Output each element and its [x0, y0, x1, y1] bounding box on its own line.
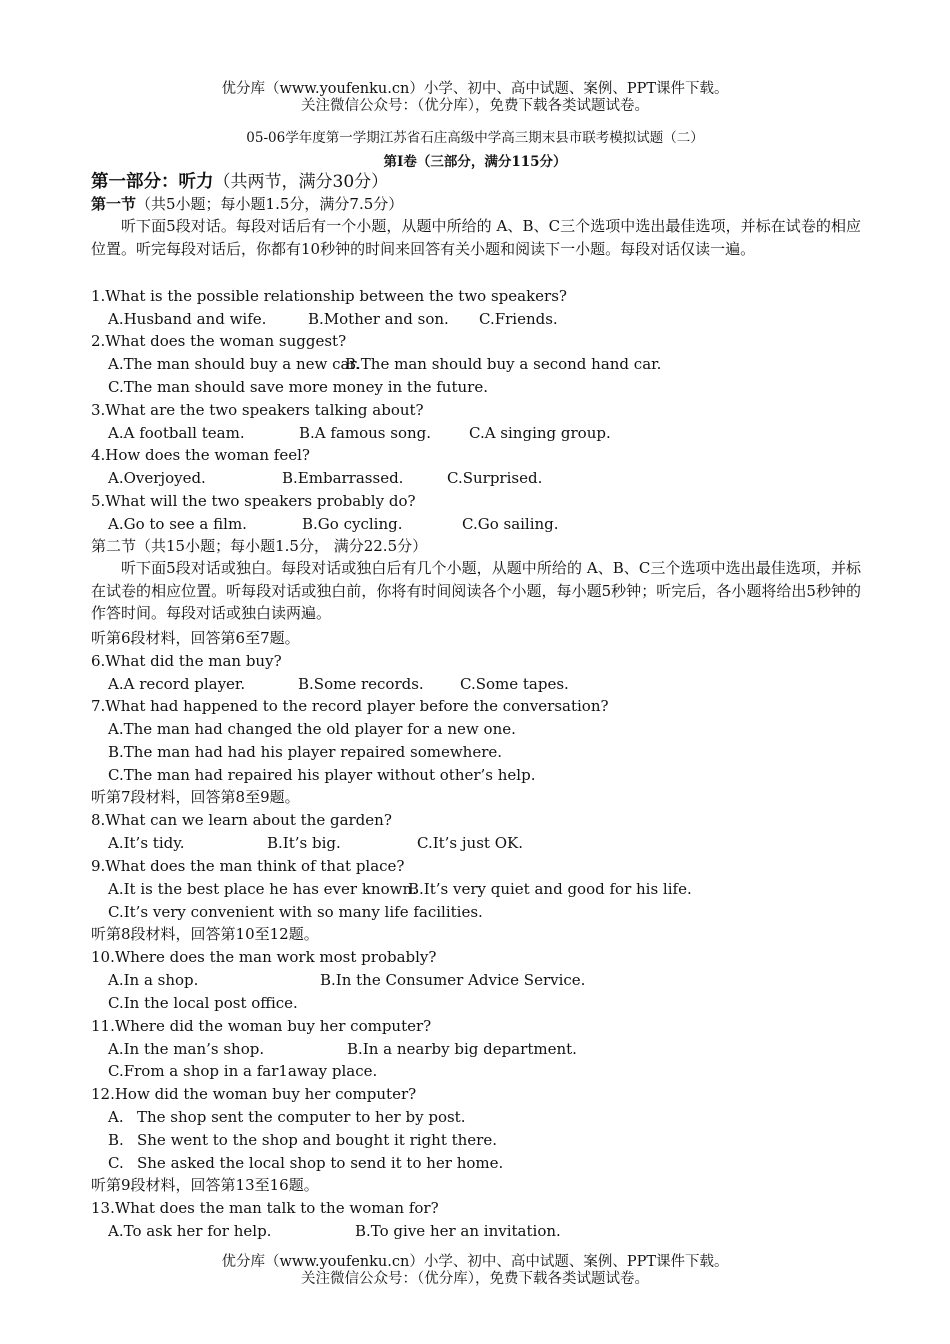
q3-option-c: C.A singing group.: [469, 424, 611, 442]
q2-option-a: A.The man should buy a new car.: [108, 355, 360, 373]
q6-option-c: C.Some tapes.: [460, 675, 569, 693]
q12-option-a-text: The shop sent the computer to her by post.: [137, 1108, 466, 1126]
q6-option-b: B.Some records.: [298, 675, 424, 693]
q2-option-b: B.The man should buy a second hand car.: [345, 355, 662, 373]
q4-option-c: C.Surprised.: [447, 469, 543, 487]
q12-option-c-label: C.: [108, 1154, 124, 1172]
q5-option-c: C.Go sailing.: [462, 515, 559, 533]
part1-title: 第一部分：听力: [91, 172, 214, 192]
material-8-heading: 听第8段材料，回答第10至12题。: [91, 925, 319, 943]
part1-note: （共两节，满分30分）: [213, 172, 389, 192]
q11-option-b: B.In a nearby big department.: [347, 1040, 577, 1058]
q12-option-a-label: A.: [108, 1108, 124, 1126]
q7-option-c: C.The man had repaired his player without other’s help.: [108, 766, 536, 784]
q8-option-a: A.It’s tidy.: [108, 834, 185, 852]
q12-option-b-label: B.: [108, 1131, 124, 1149]
q1-option-a: A.Husband and wife.: [108, 310, 267, 328]
q3-option-a: A.A football team.: [108, 424, 245, 442]
q9-option-a: A.It is the best place he has ever known.: [108, 880, 417, 898]
q6-option-a: A.A record player.: [108, 675, 246, 693]
q1-stem: 1.What is the possible relationship between the two speakers?: [91, 287, 567, 305]
q1-option-c: C.Friends.: [479, 310, 558, 328]
q11-option-a: A.In the man’s shop.: [108, 1040, 265, 1058]
q11-option-c: C.From a shop in a far1away place.: [108, 1062, 378, 1080]
material-6-heading: 听第6段材料，回答第6至7题。: [91, 629, 300, 647]
q3-stem: 3.What are the two speakers talking about?: [91, 401, 424, 419]
volume-title: 第Ⅰ卷（三部分，满分115分）: [383, 154, 567, 170]
q11-stem: 11.Where did the woman buy her computer?: [91, 1017, 432, 1035]
footer-line-1: 优分库（www.youfenku.cn）小学、初中、高中试题、案例、PPT课件下载。: [221, 1254, 729, 1270]
q12-stem: 12.How did the woman buy her computer?: [91, 1085, 417, 1103]
q13-option-a: A.To ask her for help.: [108, 1222, 272, 1240]
q12-option-c-text: She asked the local shop to send it to her home.: [137, 1154, 504, 1172]
q7-option-b: B.The man had had his player repaired somewhere.: [108, 743, 503, 761]
q5-stem: 5.What will the two speakers probably do?: [91, 492, 416, 510]
exam-title: 05-06学年度第一学期江苏省石庄高级中学高三期末县市联考模拟试题（二）: [246, 130, 704, 146]
q5-option-b: B.Go cycling.: [302, 515, 403, 533]
q8-option-c: C.It’s just OK.: [417, 834, 523, 852]
q13-option-b: B.To give her an invitation.: [355, 1222, 561, 1240]
section1-instructions: 听下面5段对话。每段对话后有一个小题，从题中所给的 A、B、C三个选项中选出最佳选项，并标在试卷的相应位置。听完每段对话后，你都有10秒钟的时间来回答有关小题和阅读下一小题。每段对话仅读一遍。: [91, 217, 861, 258]
q3-option-b: B.A famous song.: [299, 424, 432, 442]
q2-stem: 2.What does the woman suggest?: [91, 332, 347, 350]
q9-option-b: B.It’s very quiet and good for his life.: [408, 880, 692, 898]
q4-option-b: B.Embarrassed.: [282, 469, 404, 487]
q5-option-a: A.Go to see a film.: [108, 515, 247, 533]
q2-option-c: C.The man should save more money in the future.: [108, 378, 488, 396]
part1-heading: [91, 171, 388, 193]
material-9-heading: 听第9段材料，回答第13至16题。: [91, 1176, 319, 1194]
q12-option-b-text: She went to the shop and bought it right there.: [137, 1131, 497, 1149]
q7-option-a: A.The man had changed the old player for a new one.: [108, 720, 516, 738]
q9-stem: 9.What does the man think of that place?: [91, 857, 405, 875]
header-line-2: 关注微信公众号：（优分库），免费下载各类试题试卷。: [301, 98, 649, 114]
section1-title: 第一节: [91, 195, 137, 213]
q8-option-b: B.It’s big.: [267, 834, 341, 852]
q10-stem: 10.Where does the man work most probably?: [91, 948, 437, 966]
q10-option-c: C.In the local post office.: [108, 994, 298, 1012]
q12-option-c: [108, 1153, 503, 1173]
q12-option-a: [108, 1107, 465, 1127]
material-7-heading: 听第7段材料，回答第8至9题。: [91, 788, 300, 806]
footer-line-2: 关注微信公众号：（优分库），免费下载各类试题试卷。: [301, 1271, 649, 1287]
q4-stem: 4.How does the woman feel?: [91, 446, 310, 464]
q13-stem: 13.What does the man talk to the woman for?: [91, 1199, 439, 1217]
q10-option-a: A.In a shop.: [108, 971, 199, 989]
q7-stem: 7.What had happened to the record player before the conversation?: [91, 697, 609, 715]
q10-option-b: B.In the Consumer Advice Service.: [320, 971, 586, 989]
q12-option-b: [108, 1130, 497, 1150]
q4-option-a: A.Overjoyed.: [108, 469, 206, 487]
q1-option-b: B.Mother and son.: [308, 310, 449, 328]
section2-instructions: 听下面5段对话或独白。每段对话或独白后有几个小题，从题中所给的 A、B、C三个选项中选出最佳选项，并标在试卷的相应位置。听每段对话或独白前，你将有时间阅读各个小题，每小题5秒钟；听完后，各小题将给出5秒钟的作答时间。每段对话或独白读两遍。: [91, 559, 861, 623]
header-line-1: 优分库（www.youfenku.cn）小学、初中、高中试题、案例、PPT课件下载。: [221, 81, 729, 97]
q6-stem: 6.What did the man buy?: [91, 652, 282, 670]
section2-heading: 第二节（共15小题；每小题1.5分， 满分22.5分）: [91, 537, 428, 555]
q8-stem: 8.What can we learn about the garden?: [91, 811, 392, 829]
q9-option-c: C.It’s very convenient with so many life facilities.: [108, 903, 483, 921]
section1-heading: [91, 194, 403, 214]
section1-note: （共5小题；每小题1.5分，满分7.5分）: [136, 195, 404, 213]
